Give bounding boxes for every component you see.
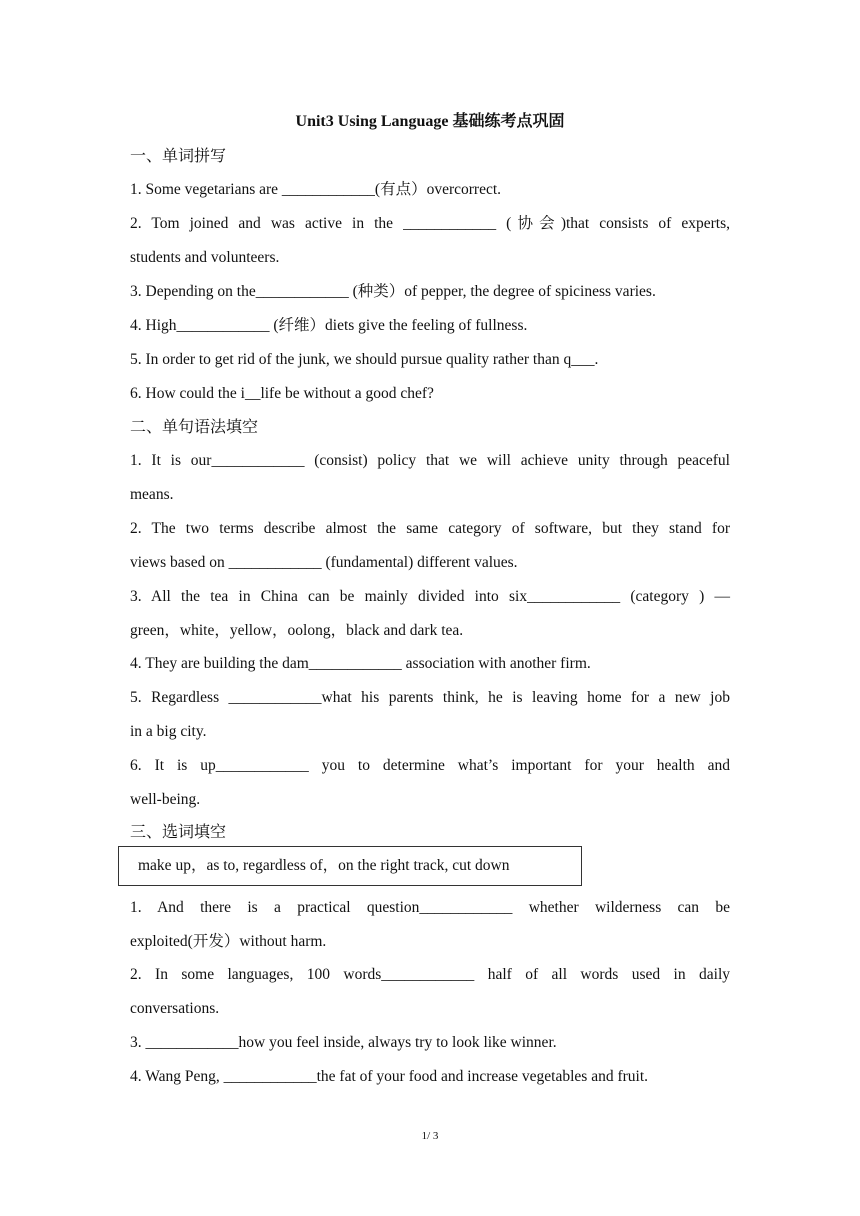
question-line-continuation: in a big city. xyxy=(130,723,207,740)
question-line: 3. All the tea in China can be mainly divided into six____________ (category ) — xyxy=(130,588,730,605)
question-line: 5. Regardless ____________what his parents think, he is leaving home for a new job xyxy=(130,689,730,706)
question-line: 5. In order to get rid of the junk, we should pursue quality rather than q___. xyxy=(130,351,599,368)
question-line: 2. In some languages, 100 words____________ half of all words used in daily xyxy=(130,966,730,983)
question-line: 4. They are building the dam____________ association with another firm. xyxy=(130,655,591,672)
question-line-continuation: views based on ____________ (fundamental) different values. xyxy=(130,554,518,571)
document-title: Unit3 Using Language 基础练考点巩固 xyxy=(295,113,565,130)
section-heading-spelling: 一、单词拼写 xyxy=(130,146,227,165)
question-line: 6. It is up____________ you to determine what’s important for your health and xyxy=(130,757,730,774)
question-line: 1. Some vegetarians are ____________(有点）overcorrect. xyxy=(130,181,502,198)
question-line-continuation: means. xyxy=(130,486,174,503)
question-line: 2. Tom joined and was active in the ____________ (协会)that consists of experts, xyxy=(130,215,730,232)
section-heading-word-choice: 三、选词填空 xyxy=(130,822,227,841)
question-line: 2. The two terms describe almost the same category of software, but they stand for xyxy=(130,520,730,537)
question-line-continuation: exploited(开发）without harm. xyxy=(130,933,327,950)
question-line: 3. Depending on the____________ (种类）of pepper, the degree of spiciness varies. xyxy=(130,283,656,300)
question-line: 1. It is our____________ (consist) policy that we will achieve unity through peaceful xyxy=(130,452,730,469)
page-number: 1/ 3 xyxy=(421,1130,439,1142)
question-line-continuation: well-being. xyxy=(130,791,201,808)
question-line-continuation: conversations. xyxy=(130,1000,220,1017)
question-line: 4. Wang Peng, ____________the fat of your food and increase vegetables and fruit. xyxy=(130,1068,649,1085)
question-line: 3. ____________how you feel inside, always try to look like winner. xyxy=(130,1034,557,1051)
word-box-text: make up，as to, regardless of，on the right track, cut down xyxy=(138,857,510,874)
section-heading-grammar: 二、单句语法填空 xyxy=(130,417,259,436)
question-line: 1. And there is a practical question____________ whether wilderness can be xyxy=(130,899,730,916)
question-line-continuation: students and volunteers. xyxy=(130,249,280,266)
question-line: 6. How could the i__life be without a good chef? xyxy=(130,385,434,402)
question-line: 4. High____________ (纤维）diets give the feeling of fullness. xyxy=(130,317,528,334)
question-line-continuation: green，white，yellow，oolong，black and dark tea. xyxy=(130,622,464,639)
